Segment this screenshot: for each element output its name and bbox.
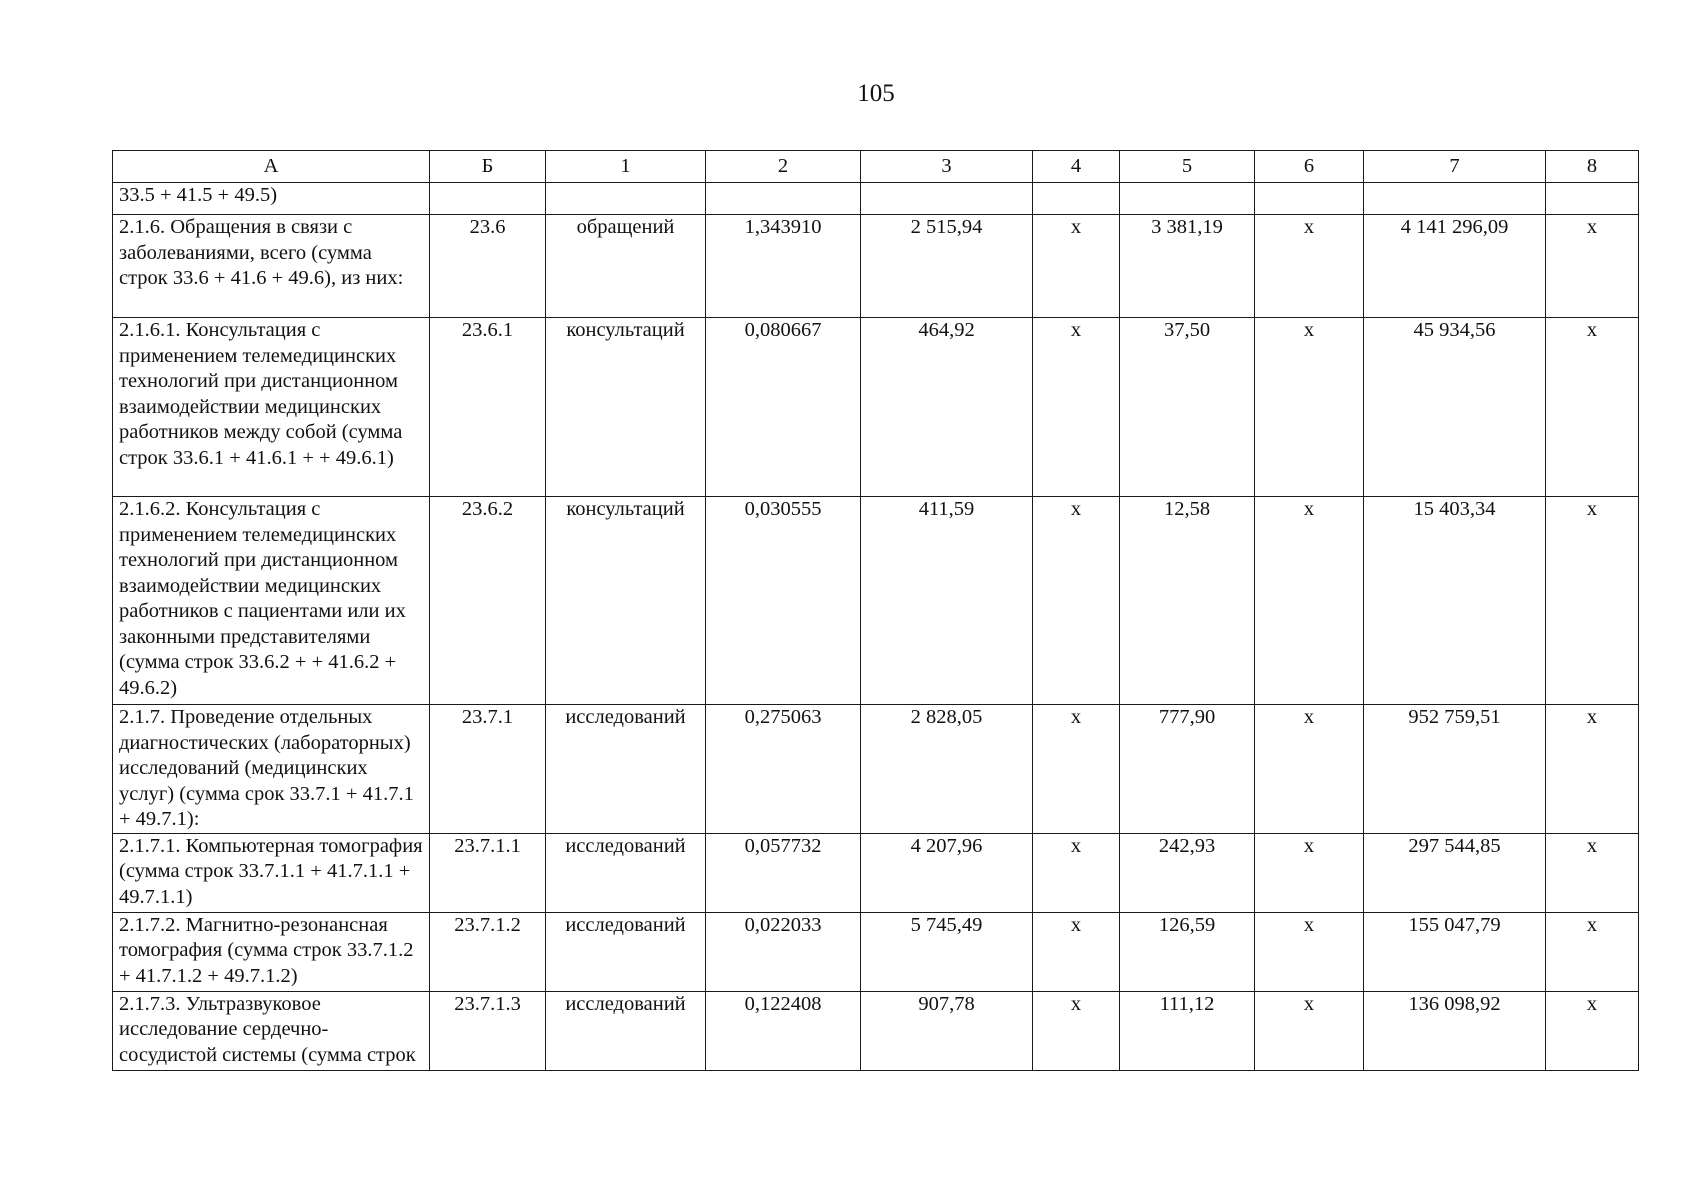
- cell-value: х: [1546, 705, 1639, 834]
- row-code: 23.7.1.3: [430, 991, 546, 1070]
- cell-value: х: [1255, 497, 1364, 705]
- cell-value: [861, 183, 1033, 215]
- cell-value: 5 745,49: [861, 912, 1033, 991]
- cell-unit: исследований: [546, 991, 706, 1070]
- table-row: [113, 705, 1639, 834]
- cell-value: х: [1546, 833, 1639, 912]
- cell-value: х: [1255, 318, 1364, 497]
- cell-value: х: [1255, 215, 1364, 318]
- column-header: 4: [1033, 151, 1120, 183]
- cell-value: х: [1546, 912, 1639, 991]
- cell-value: 297 544,85: [1364, 833, 1546, 912]
- cell-value: х: [1033, 497, 1120, 705]
- cell-value: 0,275063: [706, 705, 861, 834]
- cell-unit: обращений: [546, 215, 706, 318]
- cell-unit: исследований: [546, 912, 706, 991]
- cell-value: 136 098,92: [1364, 991, 1546, 1070]
- table-row: [113, 318, 1639, 497]
- cell-value: 777,90: [1120, 705, 1255, 834]
- cell-value: 111,12: [1120, 991, 1255, 1070]
- cell-value: 0,122408: [706, 991, 861, 1070]
- cell-value: [1364, 183, 1546, 215]
- column-header: 3: [861, 151, 1033, 183]
- cell-value: х: [1033, 705, 1120, 834]
- table-row: [113, 215, 1639, 318]
- row-code: 23.6: [430, 215, 546, 318]
- cell-value: 952 759,51: [1364, 705, 1546, 834]
- column-header: 6: [1255, 151, 1364, 183]
- cell-value: 2 828,05: [861, 705, 1033, 834]
- cell-value: 2 515,94: [861, 215, 1033, 318]
- column-header: 7: [1364, 151, 1546, 183]
- cell-value: 37,50: [1120, 318, 1255, 497]
- row-code: 23.7.1: [430, 705, 546, 834]
- table-row: [113, 991, 1639, 1070]
- row-label: 2.1.7.2. Магнитно-резонансная томография (сумма строк 33.7.1.2 + 41.7.1.2 + 49.7.1.2): [113, 912, 430, 991]
- row-code: 23.6.2: [430, 497, 546, 705]
- cell-unit: консультаций: [546, 497, 706, 705]
- row-label: 2.1.6. Обращения в связи с заболеваниями, всего (сумма строк 33.6 + 41.6 + 49.6), из них:: [113, 215, 430, 318]
- cell-value: [1033, 183, 1120, 215]
- cell-unit: исследований: [546, 705, 706, 834]
- cell-value: 4 207,96: [861, 833, 1033, 912]
- cell-unit: [546, 183, 706, 215]
- cell-unit: исследований: [546, 833, 706, 912]
- column-header: 8: [1546, 151, 1639, 183]
- row-label: 2.1.7.3. Ультразвуковое исследование сердечно-сосудистой системы (сумма строк: [113, 991, 430, 1070]
- cell-value: х: [1033, 912, 1120, 991]
- column-header: А: [113, 151, 430, 183]
- cell-value: 242,93: [1120, 833, 1255, 912]
- cell-value: 0,022033: [706, 912, 861, 991]
- cell-value: х: [1255, 833, 1364, 912]
- header-row: [113, 151, 1639, 183]
- cell-value: [1546, 183, 1639, 215]
- cell-value: [1120, 183, 1255, 215]
- cell-value: х: [1033, 215, 1120, 318]
- table-row: [113, 833, 1639, 912]
- data-table: [112, 150, 1639, 1071]
- table-row: [113, 912, 1639, 991]
- row-label: 2.1.7. Проведение отдельных диагностических (лабораторных) исследований (медицинских услуг) (сумма срок 33.7.1 + 41.7.1 + 49.7.1):: [113, 705, 430, 834]
- cell-value: 0,057732: [706, 833, 861, 912]
- cell-value: 907,78: [861, 991, 1033, 1070]
- cell-value: х: [1255, 912, 1364, 991]
- cell-value: 3 381,19: [1120, 215, 1255, 318]
- cell-value: 126,59: [1120, 912, 1255, 991]
- cell-value: 12,58: [1120, 497, 1255, 705]
- cell-value: 15 403,34: [1364, 497, 1546, 705]
- cell-value: 0,030555: [706, 497, 861, 705]
- table-row: [113, 497, 1639, 705]
- cell-value: х: [1033, 991, 1120, 1070]
- cell-value: х: [1255, 991, 1364, 1070]
- cell-value: 1,343910: [706, 215, 861, 318]
- row-label: 2.1.6.2. Консультация с применением телемедицинских технологий при дистанционном взаимодействии медицинских работников с пациентами или их законными представителями (сумма строк 33.6.2 + + 41.6.2 + 49.6.2): [113, 497, 430, 705]
- cell-value: [1255, 183, 1364, 215]
- row-label: 2.1.7.1. Компьютерная томография (сумма строк 33.7.1.1 + 41.7.1.1 + 49.7.1.1): [113, 833, 430, 912]
- column-header: Б: [430, 151, 546, 183]
- cell-value: х: [1033, 318, 1120, 497]
- row-label: 33.5 + 41.5 + 49.5): [113, 183, 430, 215]
- row-code: 23.7.1.1: [430, 833, 546, 912]
- row-code: 23.6.1: [430, 318, 546, 497]
- cell-value: 0,080667: [706, 318, 861, 497]
- column-header: 2: [706, 151, 861, 183]
- row-code: 23.7.1.2: [430, 912, 546, 991]
- column-header: 1: [546, 151, 706, 183]
- cell-value: х: [1255, 705, 1364, 834]
- cell-value: 155 047,79: [1364, 912, 1546, 991]
- row-label: 2.1.6.1. Консультация с применением телемедицинских технологий при дистанционном взаимодействии медицинских работников между собой (сумма строк 33.6.1 + 41.6.1 + + 49.6.1): [113, 318, 430, 497]
- row-code: [430, 183, 546, 215]
- page-number: 105: [857, 80, 895, 107]
- cell-value: х: [1546, 497, 1639, 705]
- cell-value: х: [1546, 215, 1639, 318]
- cell-value: х: [1546, 991, 1639, 1070]
- cell-value: х: [1033, 833, 1120, 912]
- cell-unit: консультаций: [546, 318, 706, 497]
- cell-value: 464,92: [861, 318, 1033, 497]
- table-row: [113, 183, 1639, 215]
- cell-value: 411,59: [861, 497, 1033, 705]
- column-header: 5: [1120, 151, 1255, 183]
- cell-value: 45 934,56: [1364, 318, 1546, 497]
- cell-value: х: [1546, 318, 1639, 497]
- cell-value: [706, 183, 861, 215]
- cell-value: 4 141 296,09: [1364, 215, 1546, 318]
